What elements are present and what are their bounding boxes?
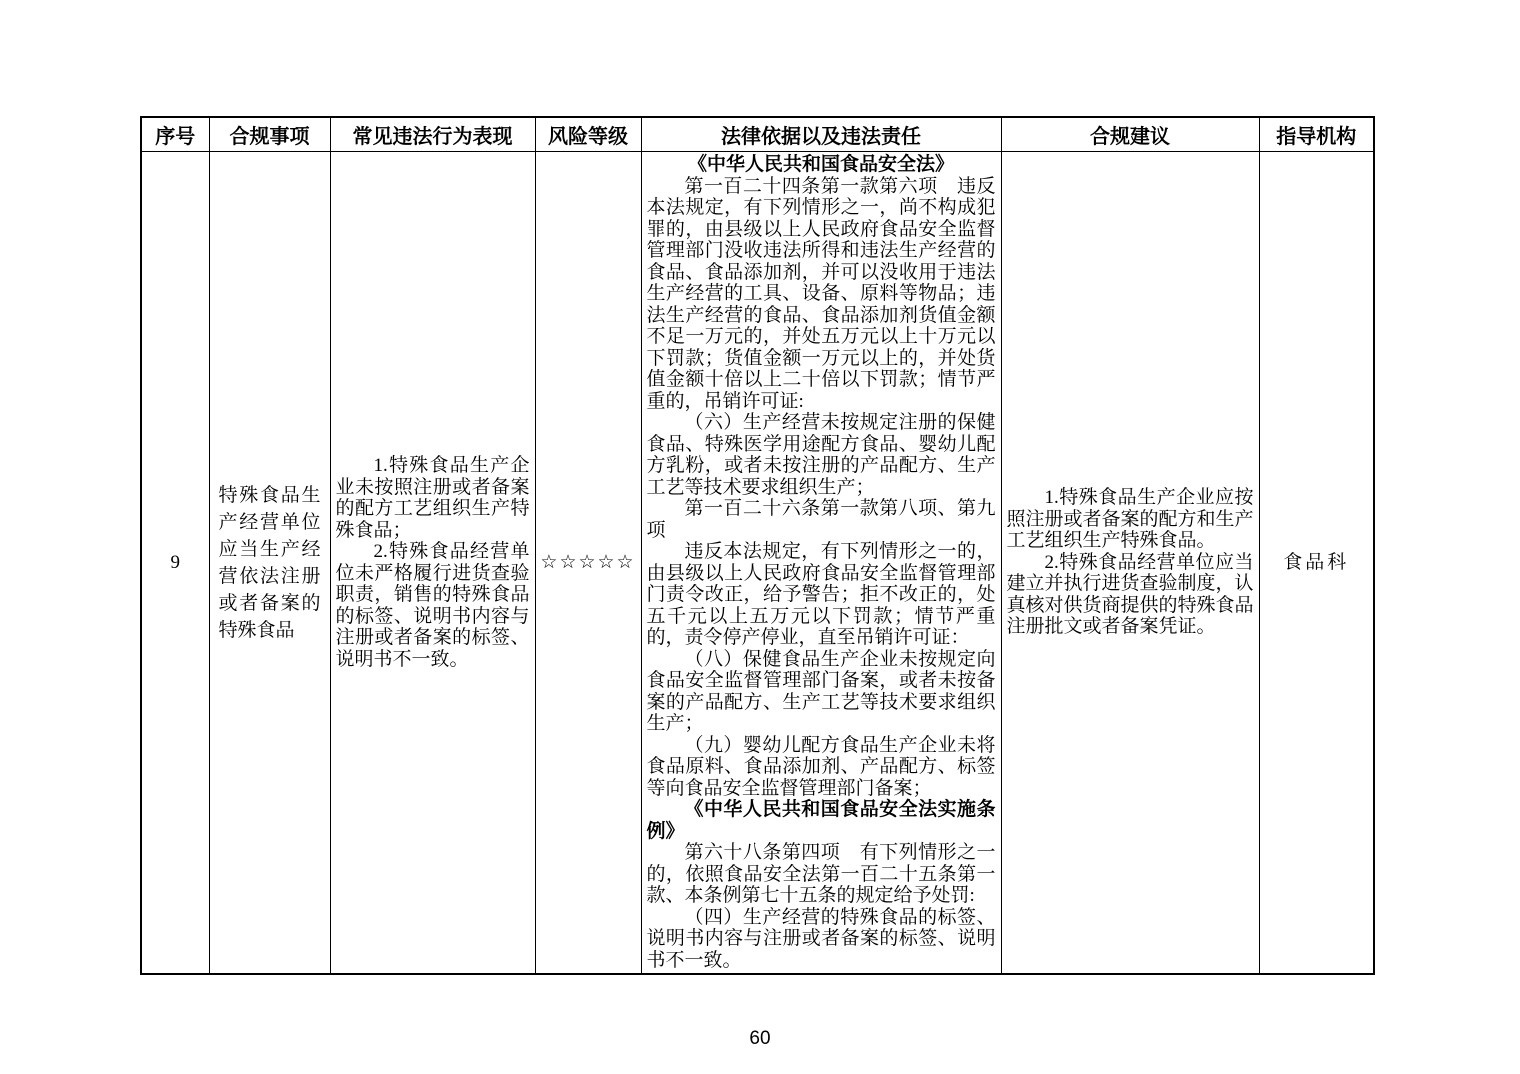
paragraph: 《中华人民共和国食品安全法》 bbox=[687, 154, 954, 175]
cell-common-violations bbox=[330, 152, 535, 975]
compliance-table bbox=[140, 116, 1375, 975]
advice-text bbox=[1007, 487, 1254, 638]
header-compliance-advice: 合规建议 bbox=[1001, 117, 1259, 152]
cell-compliance-item bbox=[209, 152, 330, 975]
paragraph: （四）生产经营的特殊食品的标签、说明书内容与注册或者备案的标签、说明书不一致。 bbox=[646, 906, 996, 971]
paragraph: 第一百二十四条第一款第六项 违反本法规定，有下列情形之一，尚不构成犯罪的，由县级以上人民政府食品安全监督管理部门没收违法所得和违法生产经营的食品、食品添加剂，并可以没收用于违法生产经营的工具、设备、原料等物品；违法生产经营的食品、食品添加剂货值金额不足一万元的，并处五万元以上十万元以下罚款；货值金额一万元以上的，并处货值金额十倍以上二十倍以下罚款；情节严重的，吊销许可证: bbox=[646, 175, 996, 412]
header-risk-level: 风险等级 bbox=[535, 117, 641, 152]
table-row bbox=[141, 152, 1374, 975]
cell-guiding-agency: 食品科 bbox=[1259, 152, 1374, 975]
paragraph: 2.特殊食品经营单位未严格履行进货查验职责，销售的特殊食品的标签、说明书内容与注册或者备案的标签、说明书不一致。 bbox=[335, 541, 530, 670]
risk-stars: ☆☆☆☆☆ bbox=[540, 551, 636, 573]
page-number: 60 bbox=[749, 1028, 771, 1049]
paragraph: 《中华人民共和国食品安全法实施条例》 bbox=[646, 799, 996, 842]
paragraph: 违反本法规定，有下列情形之一的，由县级以上人民政府食品安全监督管理部门责令改正，给予警告；拒不改正的，处五千元以上五万元以下罚款；情节严重的，责令停产停业，直至吊销许可证： bbox=[646, 541, 996, 648]
paragraph: 第六十八条第四项 有下列情形之一的，依照食品安全法第一百二十五条第一款、本条例第七十五条的规定给予处罚: bbox=[646, 842, 996, 906]
cell-risk-level bbox=[535, 152, 641, 975]
header-serial-number: 序号 bbox=[141, 117, 209, 152]
cell-legal-basis bbox=[641, 152, 1001, 975]
header-row bbox=[141, 117, 1374, 152]
cell-compliance-advice bbox=[1001, 152, 1259, 975]
legal-basis-text bbox=[647, 154, 996, 971]
paragraph: 1.特殊食品生产企业应按照注册或者备案的配方和生产工艺组织生产特殊食品。 bbox=[1006, 487, 1254, 552]
cell-serial-number: 9 bbox=[141, 152, 209, 975]
paragraph: （六）生产经营未按规定注册的保健食品、特殊医学用途配方食品、婴幼儿配方乳粉，或者未按注册的产品配方、生产工艺等技术要求组织生产； bbox=[646, 412, 996, 498]
header-guiding-agency: 指导机构 bbox=[1259, 117, 1374, 152]
paragraph: （八）保健食品生产企业未按规定向食品安全监督管理部门备案，或者未按备案的产品配方、生产工艺等技术要求组织生产； bbox=[646, 648, 996, 734]
header-compliance-item: 合规事项 bbox=[209, 117, 330, 152]
paragraph: 第一百二十六条第一款第八项、第九项 bbox=[646, 498, 996, 541]
violations-text bbox=[336, 455, 530, 670]
paragraph: 1.特殊食品生产企业未按照注册或者备案的配方工艺组织生产特殊食品； bbox=[335, 455, 530, 541]
paragraph: （九）婴幼儿配方食品生产企业未将食品原料、食品添加剂、产品配方、标签等向食品安全监督管理部门备案； bbox=[646, 734, 996, 799]
header-legal-basis: 法律依据以及违法责任 bbox=[641, 117, 1001, 152]
paragraph: 2.特殊食品经营单位应当建立并执行进货查验制度，认真核对供货商提供的特殊食品注册批文或者备案凭证。 bbox=[1006, 551, 1254, 638]
compliance-item-text: 特殊食品生产经营单位应当生产经营依法注册或者备案的特殊食品 bbox=[218, 484, 321, 641]
header-common-violations: 常见违法行为表现 bbox=[330, 117, 535, 152]
